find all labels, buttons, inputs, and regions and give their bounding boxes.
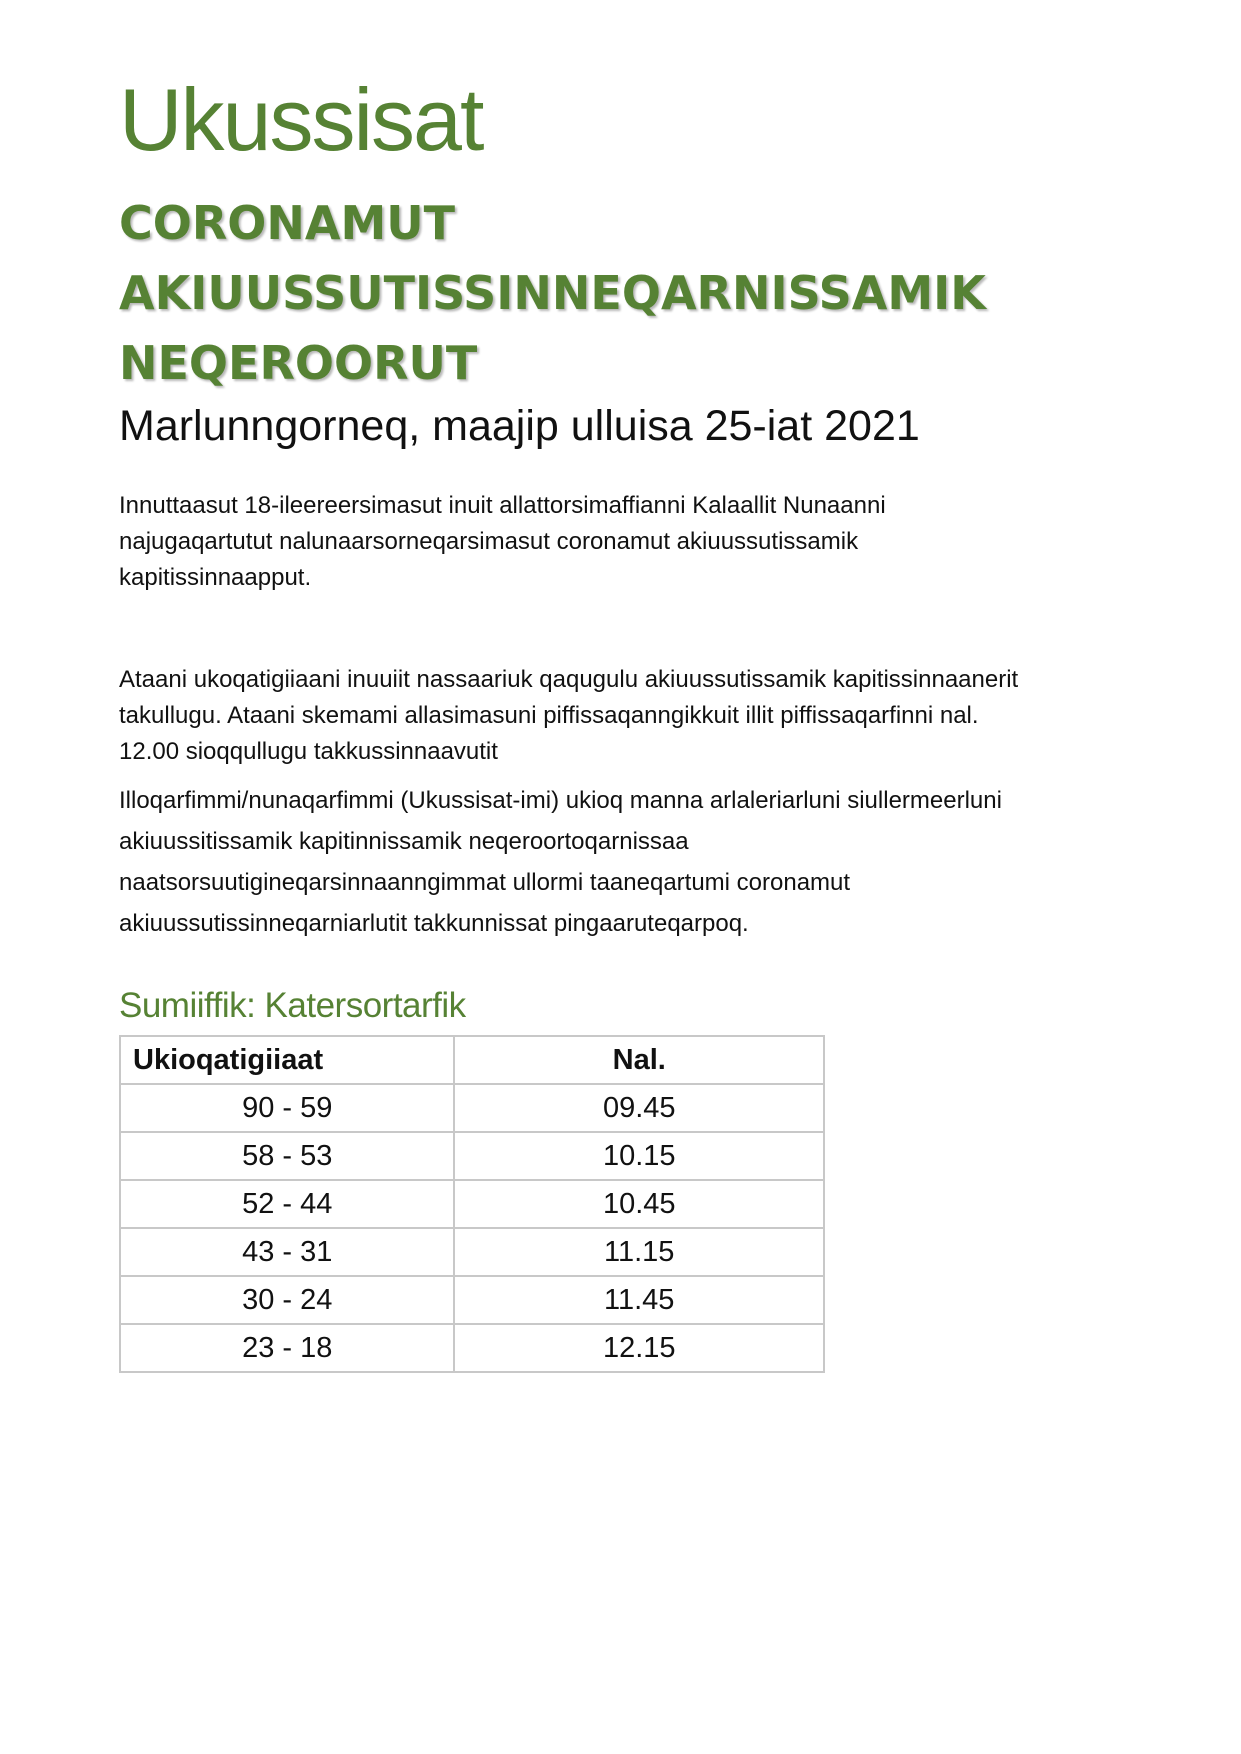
- time-cell: 09.45: [454, 1084, 824, 1132]
- age-group-cell: 90 - 59: [120, 1084, 454, 1132]
- table-row: [120, 1180, 824, 1228]
- paragraph-line: Innuttaasut 18-ileereersimasut inuit allattorsimaffianni Kalaallit Nunaanni: [119, 492, 886, 519]
- eligibility-paragraph: [119, 488, 1019, 596]
- document-title: Ukussisat: [119, 70, 483, 169]
- subtitle-line: AKIUUSSUTISSINNEQARNISSAMIK: [119, 266, 986, 320]
- paragraph-line: takullugu. Ataani skemami allasimasuni piffissaqanngikkuit illit piffissaqarfinni nal.: [119, 702, 979, 729]
- time-cell: 11.15: [454, 1228, 824, 1276]
- age-group-cell: 43 - 31: [120, 1228, 454, 1276]
- importance-paragraph: [119, 780, 1129, 944]
- age-group-cell: 58 - 53: [120, 1132, 454, 1180]
- table-row: [120, 1228, 824, 1276]
- paragraph-line: akiuussitissamik kapitinnissamik neqeroortoqarnissaa: [119, 828, 689, 855]
- subtitle-line: CORONAMUT: [119, 196, 455, 250]
- paragraph-line: Illoqarfimmi/nunaqarfimmi (Ukussisat-imi) ukioq manna arlaleriarluni siullermeerluni: [119, 787, 1002, 814]
- time-cell: 10.15: [454, 1132, 824, 1180]
- table-row: [120, 1132, 824, 1180]
- table-header-row: [120, 1036, 824, 1084]
- age-group-cell: 23 - 18: [120, 1324, 454, 1372]
- paragraph-line: Ataani ukoqatigiiaani inuuiit nassaariuk qaqugulu akiuussutissamik kapitissinnaanerit: [119, 666, 1019, 693]
- schedule-instructions-paragraph: [119, 662, 1119, 770]
- paragraph-line: akiuussutissinneqarniarlutit takkunnissat pingaaruteqarpoq.: [119, 910, 749, 937]
- document-subtitle: [119, 188, 1129, 398]
- column-header-time: Nal.: [454, 1036, 824, 1084]
- paragraph-line: najugaqartutut nalunaarsorneqarsimasut coronamut akiuussutissamik: [119, 528, 859, 555]
- time-cell: 10.45: [454, 1180, 824, 1228]
- table-row: [120, 1084, 824, 1132]
- paragraph-line: 12.00 sioqqullugu takkussinnaavutit: [119, 738, 498, 765]
- table-row: [120, 1276, 824, 1324]
- paragraph-line: kapitissinnaapput.: [119, 564, 312, 591]
- time-cell: 11.45: [454, 1276, 824, 1324]
- age-group-cell: 52 - 44: [120, 1180, 454, 1228]
- location-heading: Sumiiffik: Katersortarfik: [119, 986, 466, 1025]
- age-group-cell: 30 - 24: [120, 1276, 454, 1324]
- paragraph-line: naatsorsuutigineqarsinnaanngimmat ullormi taaneqartumi coronamut: [119, 869, 851, 896]
- document-date: Marlunngorneq, maajip ulluisa 25-iat 2021: [119, 402, 920, 450]
- vaccination-schedule-table: [119, 1035, 825, 1373]
- document-page: [119, 70, 1129, 454]
- table-row: [120, 1324, 824, 1372]
- column-header-age-group: Ukioqatigiiaat: [120, 1036, 454, 1084]
- subtitle-line: NEQEROORUT: [119, 336, 478, 390]
- time-cell: 12.15: [454, 1324, 824, 1372]
